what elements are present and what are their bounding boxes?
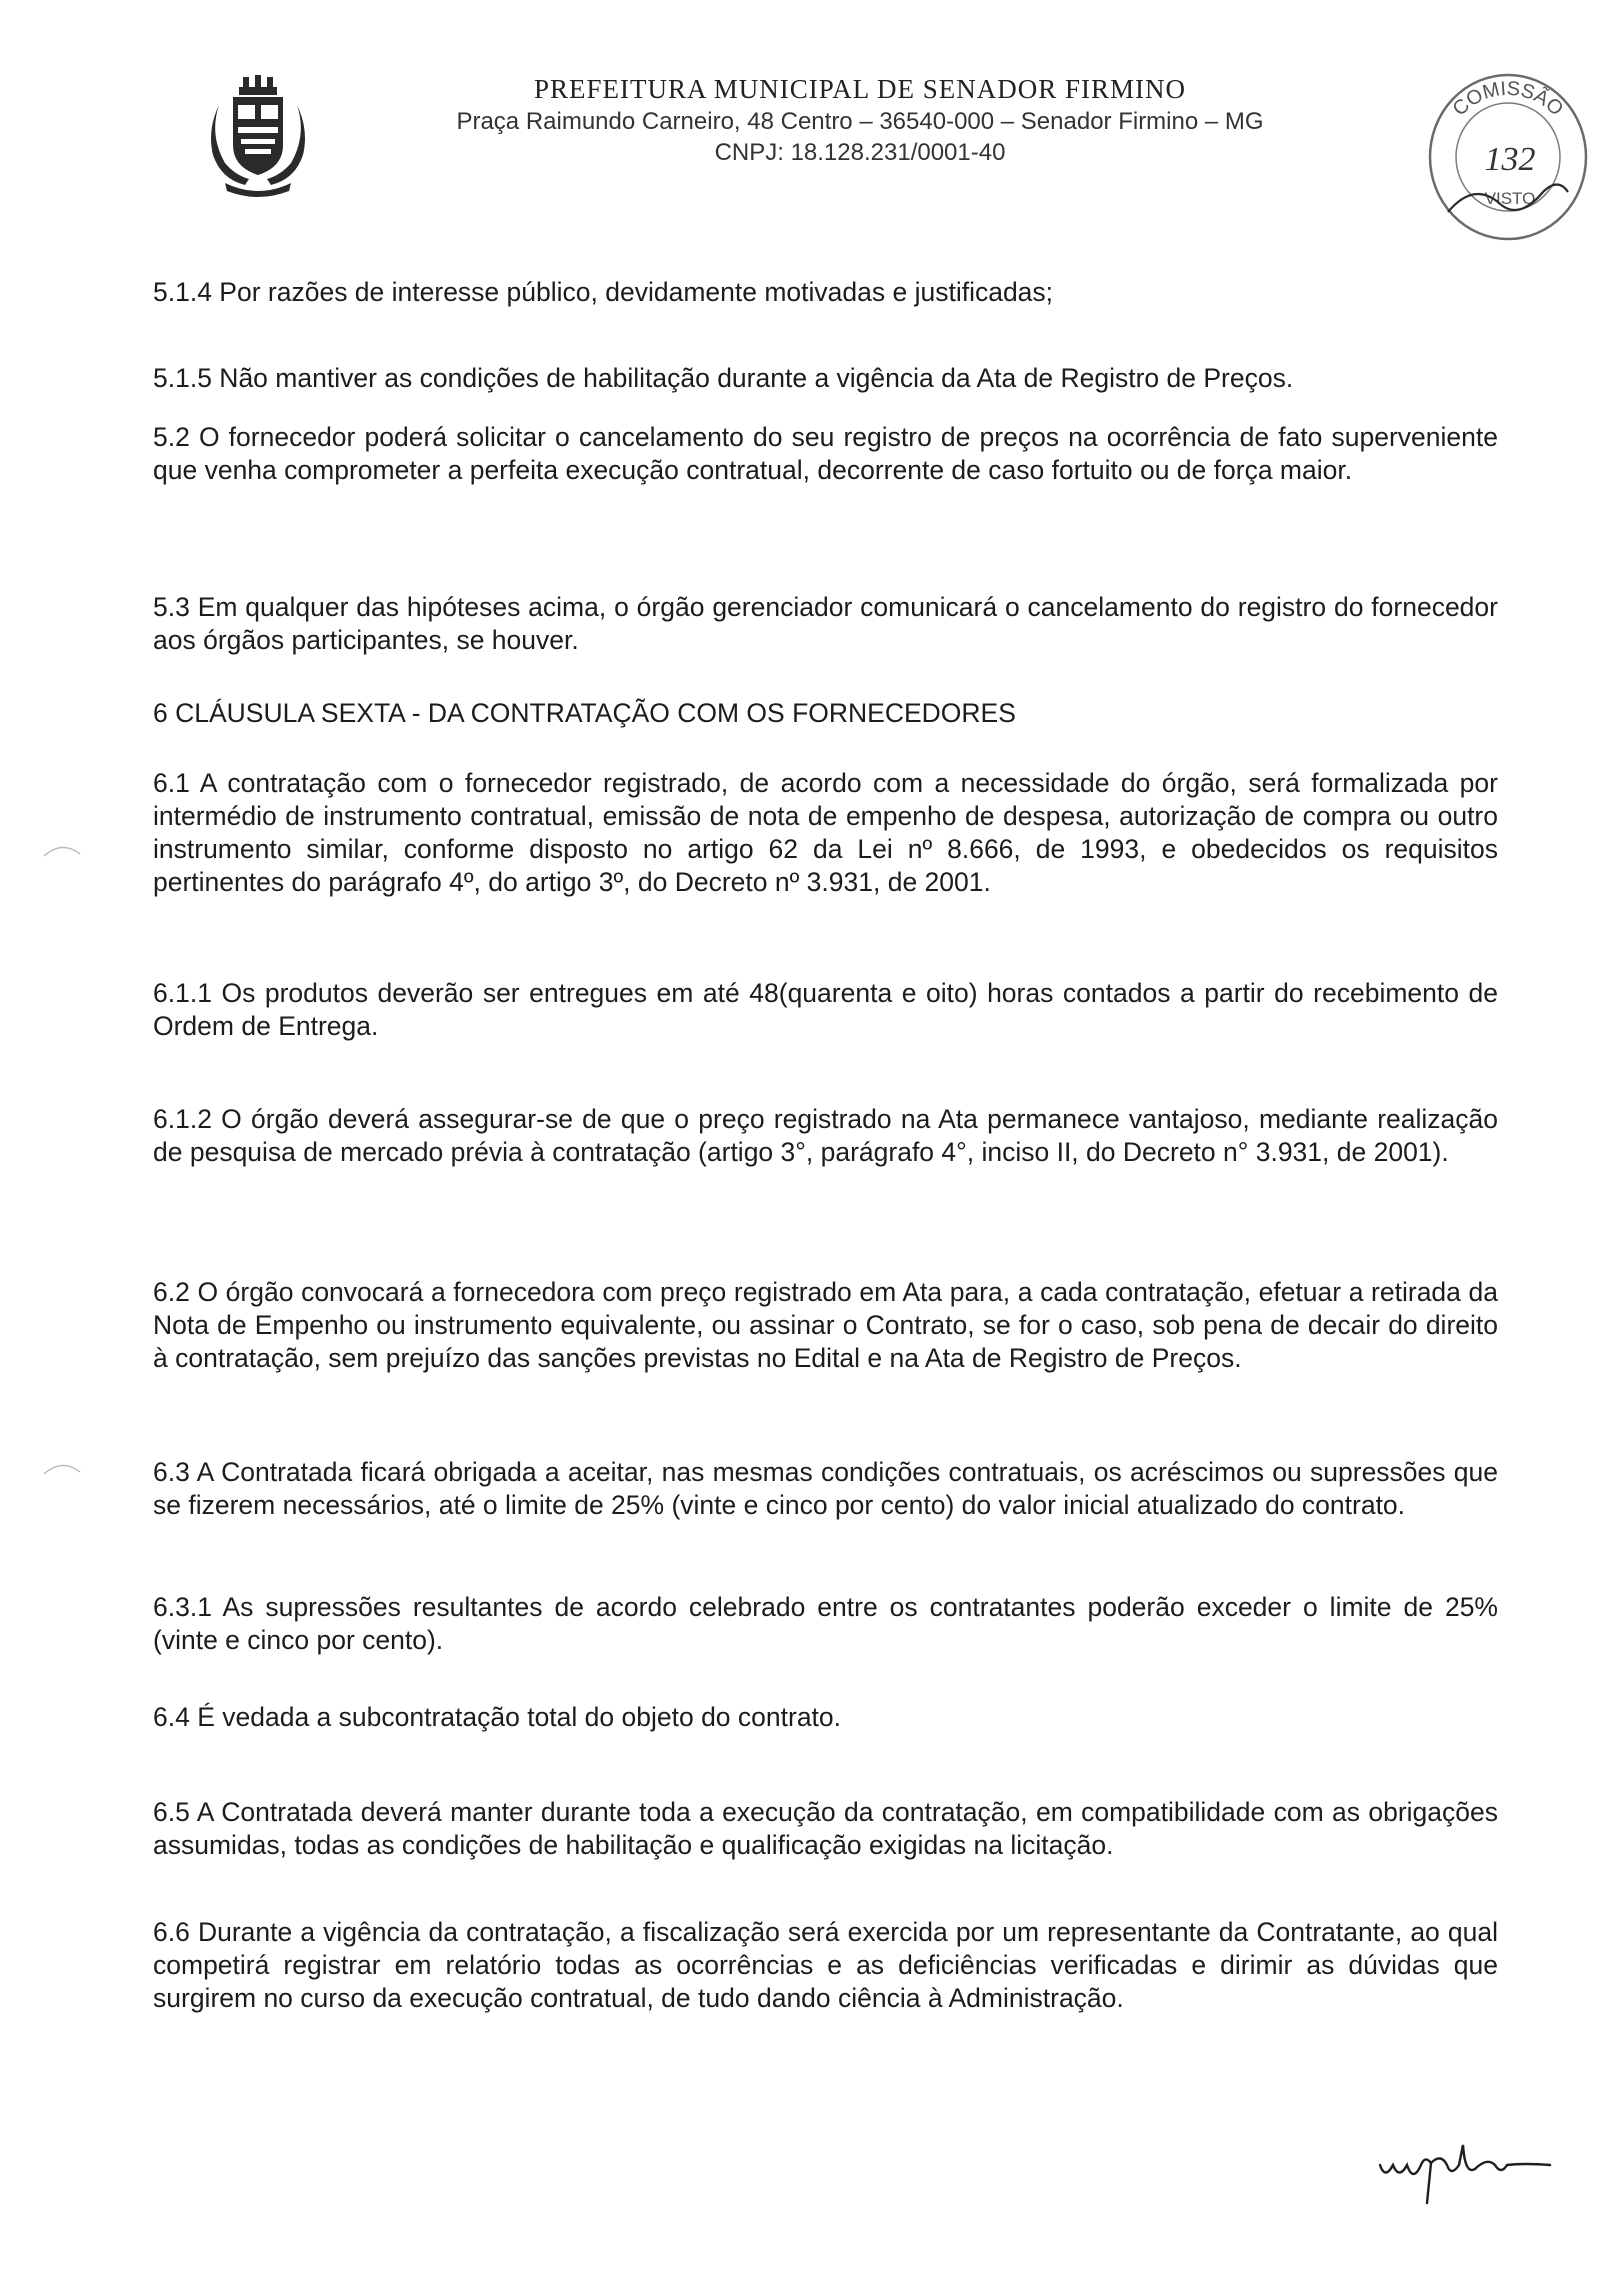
clause-6-4: 6.4 É vedada a subcontratação total do objeto do contrato. — [153, 1702, 842, 1732]
clause-6-2: 6.2 O órgão convocará a fornecedora com preço registrado em Ata para, a cada contratação, efetuar a retirada da Nota de Empenho ou instrumento equivalente, ou assinar o Contrato, se for o caso, sob pena de decair do direito à contratação, sem prejuízo das sanções previstas no Edital e na Ata de Registro de Preços. — [153, 1277, 1498, 1373]
letterhead — [360, 72, 1360, 168]
margin-mark — [42, 840, 82, 860]
stamp-top-text: COMISSÃO — [1448, 77, 1568, 121]
clause-5-1-5: 5.1.5 Não mantiver as condições de habilitação durante a vigência da Ata de Registro de Preços. — [153, 363, 1294, 393]
clause-6-6: 6.6 Durante a vigência da contratação, a fiscalização será exercida por um representante da Contratante, ao qual competirá registrar em relatório todas as ocorrências e as deficiências verificadas e dirimir as dúvidas que surgirem no curso da execução contratual, de tudo dando ciência à Administração. — [153, 1917, 1498, 2013]
letterhead-address: Praça Raimundo Carneiro, 48 Centro – 36540-000 – Senador Firmino – MG — [456, 108, 1264, 135]
clause-6-1-1: 6.1.1 Os produtos deverão ser entregues em até 48(quarenta e oito) horas contados a partir do recebimento de Ordem de Entrega. — [153, 978, 1498, 1041]
letterhead-title: PREFEITURA MUNICIPAL DE SENADOR FIRMINO — [533, 74, 1187, 104]
clause-5-2: 5.2 O fornecedor poderá solicitar o cancelamento do seu registro de preços na ocorrência de fato superveniente que venha comprometer a perfeita execução contratual, decorrente de caso fortuito ou de força maior. — [153, 422, 1498, 485]
clause-5-1-4: 5.1.4 Por razões de interesse público, devidamente motivadas e justificadas; — [153, 277, 1054, 307]
clause-6-5: 6.5 A Contratada deverá manter durante toda a execução da contratação, em compatibilidade com as obrigações assumidas, todas as condições de habilitação e qualificação exigidas na licitação. — [153, 1797, 1498, 1860]
clause-6-3-1: 6.3.1 As supressões resultantes de acordo celebrado entre os contratantes poderão exceder o limite de 25% (vinte e cinco por cento). — [153, 1592, 1498, 1655]
clause-6-1-2: 6.1.2 O órgão deverá assegurar-se de que o preço registrado na Ata permanece vantajoso, mediante realização de pesquisa de mercado prévia à contratação (artigo 3°, parágrafo 4°, inciso II, do Decreto n° 3.931, de 2001). — [153, 1104, 1498, 1167]
clause-5-3: 5.3 Em qualquer das hipóteses acima, o órgão gerenciador comunicará o cancelamento do registro do fornecedor aos órgãos participantes, se houver. — [153, 592, 1498, 655]
margin-mark — [42, 1458, 82, 1478]
clause-6-3: 6.3 A Contratada ficará obrigada a aceitar, nas mesmas condições contratuais, os acréscimos ou supressões que se fizerem necessários, até o limite de 25% (vinte e cinco por cento) do valor inicial atualizado do contrato. — [153, 1457, 1498, 1520]
stamp-page-number: 132 — [1484, 141, 1536, 178]
clause-6-heading: 6 CLÁUSULA SEXTA - DA CONTRATAÇÃO COM OS FORNECEDORES — [153, 698, 1016, 728]
commission-stamp — [1418, 62, 1598, 252]
municipal-crest-icon — [205, 75, 310, 200]
stamp-visto-label: VISTO — [1484, 189, 1536, 208]
clause-6-1: 6.1 A contratação com o fornecedor registrado, de acordo com a necessidade do órgão, será formalizada por intermédio de instrumento contratual, emissão de nota de empenho de despesa, autorização de compra ou outro instrumento similar, conforme disposto no artigo 62 da Lei nº 8.666, de 1993, e obedecidos os requisitos pertinentes do parágrafo 4º, do artigo 3º, do Decreto nº 3.931, de 2001. — [153, 768, 1498, 897]
handwritten-signature — [1375, 2135, 1575, 2205]
letterhead-cnpj: CNPJ: 18.128.231/0001-40 — [714, 139, 1006, 166]
